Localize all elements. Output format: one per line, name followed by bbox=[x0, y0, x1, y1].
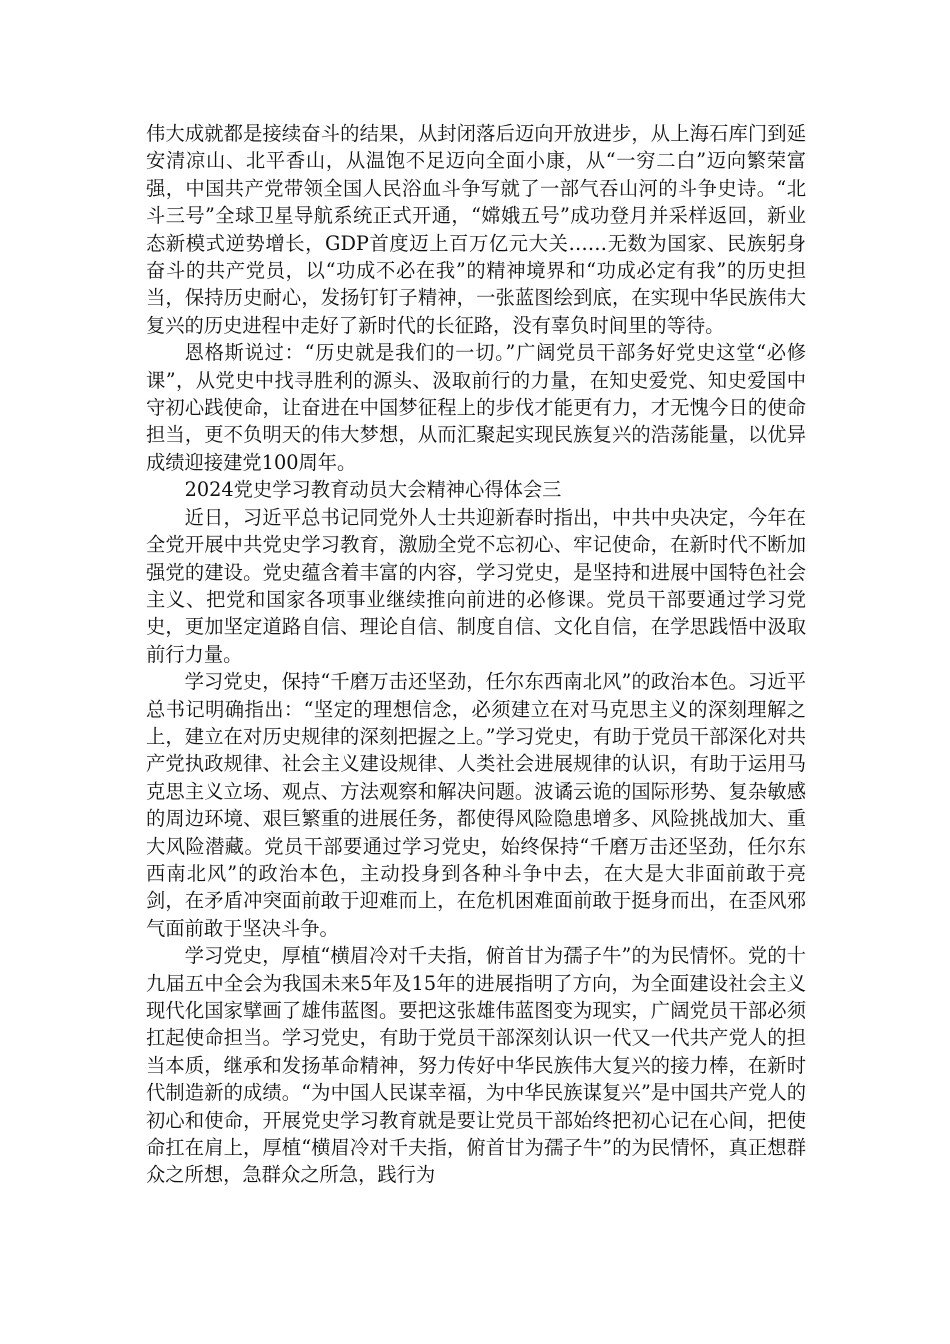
paragraph-4: 学习党史，保持“千磨万击还坚劲，任尔东西南北风”的政治本色。习近平总书记明确指出：“坚定的理想信念，必须建立在对马克思主义的深刻理解之上，建立在对历史规律的深刻把握之上。”学习党史，有助于党员干部深化对共产党执政规律、社会主义建设规律、人类社会进展规律的认识，有助于运用马克思主义立场、观点、方法观察和解决问题。波谲云诡的国际形势、复杂敏感的周边环境、艰巨繁重的进展任务，都使得风险隐患增多、风险挑战加大、重大风险潜藏。党员干部要通过学习党史，始终保持“千磨万击还坚劲，任尔东西南北风”的政治本色，主动投身到各种斗争中去，在大是大非面前敢于亮剑，在矛盾冲突面前敢于迎难而上，在危机困难面前敢于挺身而出，在歪风邪气面前敢于坚决斗争。 bbox=[146, 670, 806, 940]
section-title: 2024党史学习教育动员大会精神心得体会三 bbox=[184, 478, 562, 502]
paragraph-2: 恩格斯说过：“历史就是我们的一切。”广阔党员干部务好党史这堂“必修课”，从党史中找寻胜利的源头、汲取前行的力量，在知史爱党、知史爱国中守初心践使命，让奋进在中国梦征程上的步伐才能更有力，才无愧今日的使命担当，更不负明天的伟大梦想，从而汇聚起实现民族复兴的浩荡能量，以优异成绩迎接建党100周年。 bbox=[146, 341, 806, 474]
document-body bbox=[146, 120, 806, 1189]
paragraph-1: 伟大成就都是接续奋斗的结果，从封闭落后迈向开放进步，从上海石库门到延安清凉山、北平香山，从温饱不足迈向全面小康，从“一穷二白”迈向繁荣富强，中国共产党带领全国人民浴血斗争写就了一部气吞山河的斗争史诗。“北斗三号”全球卫星导航系统正式开通，“嫦娥五号”成功登月并采样返回，新业态新模式逆势增长，GDP首度迈上百万亿元大关……无数为国家、民族躬身奋斗的共产党员，以“功成不必在我”的精神境界和“功成必定有我”的历史担当，保持历史耐心，发扬钉钉子精神，一张蓝图绘到底，在实现中华民族伟大复兴的历史进程中走好了新时代的长征路，没有辜负时间里的等待。 bbox=[146, 122, 806, 337]
paragraph-3: 近日，习近平总书记同党外人士共迎新春时指出，中共中央决定，今年在全党开展中共党史学习教育，激励全党不忘初心、牢记使命，在新时代不断加强党的建设。党史蕴含着丰富的内容，学习党史，是坚持和进展中国特色社会主义、把党和国家各项事业继续推向前进的必修课。党员干部要通过学习党史，更加坚定道路自信、理论自信、制度自信、文化自信，在学思践悟中汲取前行力量。 bbox=[146, 505, 806, 666]
paragraph-5: 学习党史，厚植“横眉冷对千夫指，俯首甘为孺子牛”的为民情怀。党的十九届五中全会为我国未来5年及15年的进展指明了方向，为全面建设社会主义现代化国家擘画了雄伟蓝图。要把这张雄伟蓝图变为现实，广阔党员干部必须扛起使命担当。学习党史，有助于党员干部深刻认识一代又一代共产党人的担当本质，继承和发扬革命精神，努力传好中华民族伟大复兴的接力棒，在新时代制造新的成绩。“为中国人民谋幸福，为中华民族谋复兴”是中国共产党人的初心和使命，开展党史学习教育就是要让党员干部始终把初心记在心间，把使命扛在肩上，厚植“横眉冷对千夫指，俯首甘为孺子牛”的为民情怀，真正想群众之所想，急群众之所急，践行为 bbox=[146, 944, 806, 1187]
